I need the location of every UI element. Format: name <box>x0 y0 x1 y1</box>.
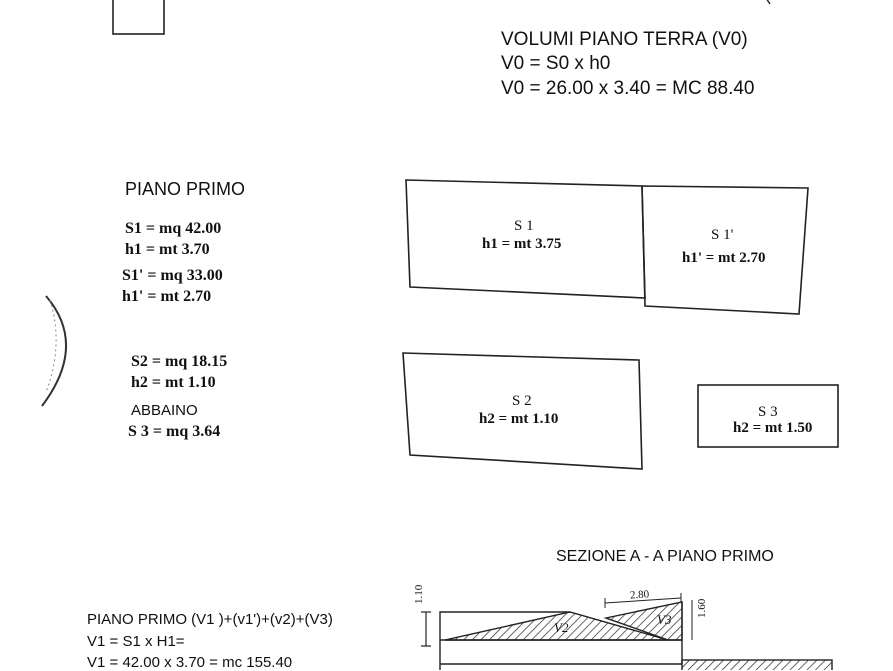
volumi-piano-terra-calc: V0 = 26.00 x 3.40 = MC 88.40 <box>501 78 755 99</box>
plan-s1-prime-height: h1' = mt 2.70 <box>682 250 766 266</box>
piano-primo-s2: S2 = mq 18.15 <box>131 353 228 370</box>
piano-primo-h2: h2 = mt 1.10 <box>131 374 216 391</box>
section-lower-band <box>682 660 832 670</box>
piano-primo-s1: S1 = mq 42.00 <box>125 220 222 237</box>
plan-s2-height: h2 = mt 1.10 <box>479 411 559 427</box>
piano-primo-s3: S 3 = mq 3.64 <box>128 423 221 440</box>
piano-primo-abbaino: ABBAINO <box>131 402 198 419</box>
sezione-title: SEZIONE A - A PIANO PRIMO <box>556 548 774 565</box>
section-drawing <box>421 593 832 670</box>
plan-s3-label: S 3 <box>758 404 778 420</box>
plan-s3-height: h2 = mt 1.50 <box>733 420 813 436</box>
volumi-piano-terra-title: VOLUMI PIANO TERRA (V0) <box>501 29 748 50</box>
sezione-dim-top: 2.80 <box>629 588 650 602</box>
plan-s2-label: S 2 <box>512 393 532 409</box>
plan-s1-prime-label: S 1' <box>711 227 734 243</box>
volumi-piano-primo-title: PIANO PRIMO (V1 )+(v1')+(v2)+(V3) <box>87 611 333 628</box>
volumi-piano-terra-formula: V0 = S0 x h0 <box>501 53 611 74</box>
piano-primo-h1: h1 = mt 3.70 <box>125 241 210 258</box>
sezione-label-v2: V2 <box>554 620 569 635</box>
sezione-label-v3: V3 <box>657 612 672 627</box>
volumi-piano-primo-formula: V1 = S1 x H1= <box>87 633 185 650</box>
piano-primo-heading: PIANO PRIMO <box>125 179 246 199</box>
stamp-arc <box>42 296 66 406</box>
partial-box-top <box>113 0 164 34</box>
piano-primo-h1-prime: h1' = mt 2.70 <box>122 288 212 305</box>
plan-s1-label: S 1 <box>514 218 534 234</box>
piano-primo-s1-prime: S1' = mq 33.00 <box>122 267 223 284</box>
sezione-dim-left: 1.10 <box>413 584 425 604</box>
plan-s1-height: h1 = mt 3.75 <box>482 236 562 252</box>
volumi-piano-primo-calc: V1 = 42.00 x 3.70 = mc 155.40 <box>87 654 293 671</box>
sezione-dim-right: 1.60 <box>696 598 708 618</box>
